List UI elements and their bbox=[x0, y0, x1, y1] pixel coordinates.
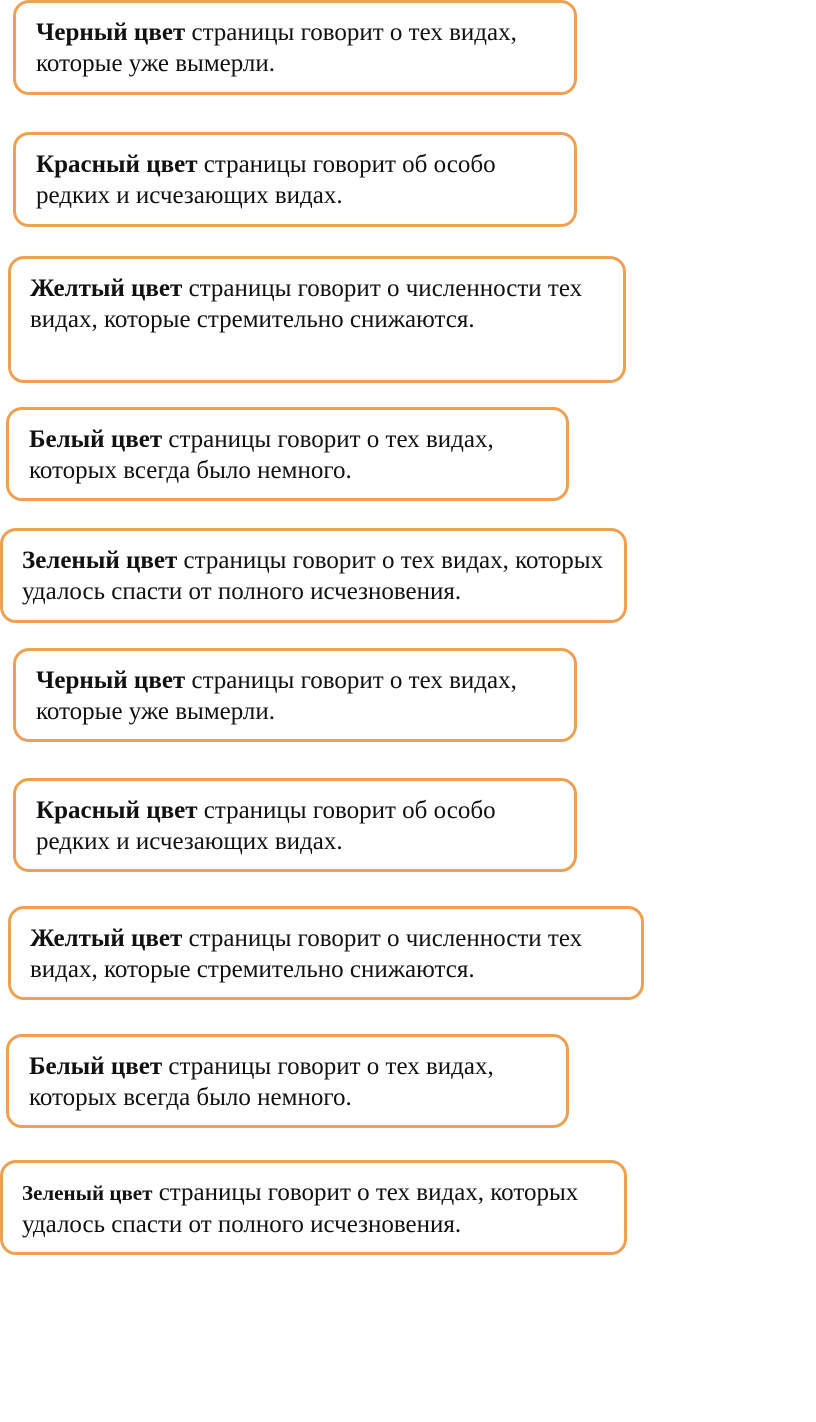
card-black-2 bbox=[13, 648, 577, 742]
card-green-2 bbox=[0, 1160, 627, 1255]
card-text: страницы говорит о тех видах, которых всегда было немного. bbox=[29, 1053, 494, 1111]
card-text: страницы говорит о тех видах, которых всегда было немного. bbox=[29, 426, 494, 484]
card-green-1 bbox=[0, 528, 627, 623]
card-white-2 bbox=[6, 1034, 569, 1128]
card-yellow-1 bbox=[8, 256, 626, 383]
card-white-1 bbox=[6, 407, 569, 501]
card-lead: Желтый цвет bbox=[30, 925, 183, 952]
card-text: страницы говорит об особо редких и исчезающих видах. bbox=[36, 797, 496, 855]
card-black-1 bbox=[13, 0, 577, 95]
card-lead: Белый цвет bbox=[29, 426, 163, 453]
card-text: страницы говорит о тех видах, которых удалось спасти от полного исчезновения. bbox=[22, 1179, 579, 1238]
card-text: страницы говорит о численности тех видах, которые стремительно снижаются. bbox=[30, 925, 583, 983]
card-lead: Зеленый цвет bbox=[22, 547, 178, 574]
card-lead: Белый цвет bbox=[29, 1053, 163, 1080]
card-text: страницы говорит о тех видах, которые уже вымерли. bbox=[36, 667, 517, 725]
card-text: страницы говорит об особо редких и исчезающих видах. bbox=[36, 151, 496, 209]
card-text: страницы говорит о тех видах, которых удалось спасти от полного исчезновения. bbox=[22, 547, 604, 605]
card-lead: Желтый цвет bbox=[30, 275, 183, 302]
card-text: страницы говорит о тех видах, которые уже вымерли. bbox=[36, 19, 517, 77]
card-lead: Красный цвет bbox=[36, 151, 198, 178]
card-lead: Красный цвет bbox=[36, 797, 198, 824]
card-red-2 bbox=[13, 778, 577, 872]
card-red-1 bbox=[13, 132, 577, 227]
card-lead: Черный цвет bbox=[36, 667, 186, 694]
card-lead: Черный цвет bbox=[36, 19, 186, 46]
card-yellow-2 bbox=[8, 906, 644, 1000]
card-lead: Зеленый цвет bbox=[22, 1181, 153, 1205]
card-text: страницы говорит о численности тех видах, которые стремительно снижаются. bbox=[30, 275, 583, 333]
